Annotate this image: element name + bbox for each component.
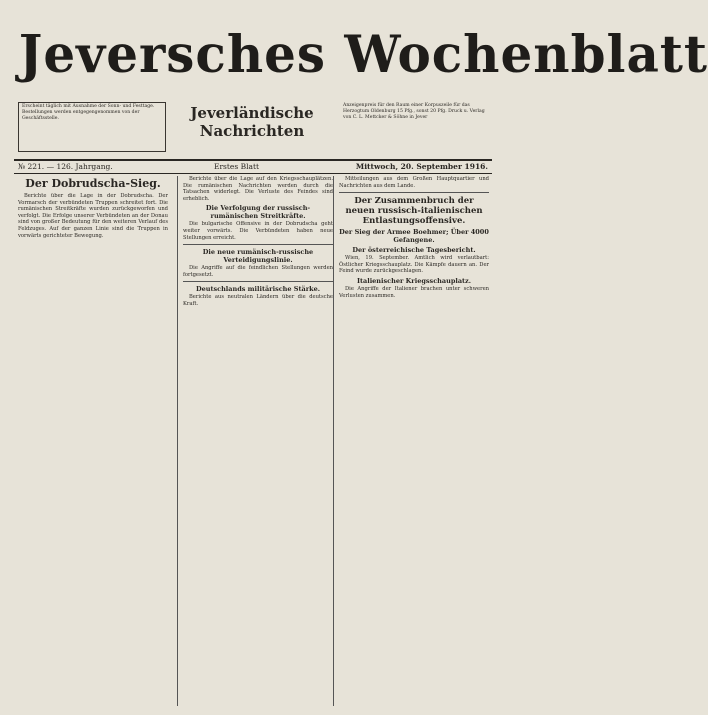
- subtitle: Jeverländische Nachrichten: [190, 104, 314, 140]
- article-headline: Der Dobrudscha-Sieg.: [25, 177, 161, 190]
- subscription-info-box: Erscheint täglich mit Ausnahme der Sonn- und Festtage. Bestellungen werden entgegengenommen von der Geschäftsstelle.: [18, 102, 166, 152]
- article-body: Berichte über die Lage in der Dobrudscha. Der Vormarsch der verbündeten Truppen schreitet fort. Die rumänischen Streitkräfte wurden zurückgeworfen und verfolgt. Die Erfolge unserer Verbündeten an der Donau sind von großer Bedeutung für den weiteren Verlauf des Feldzuges. Auf der ganzen Linie sind die Truppen in vorwärts gerichteter Bewegung.: [18, 193, 168, 239]
- article-body: Wien, 19. September. Amtlich wird verlautbart: Östlicher Kriegsschauplatz. Die Kämpfe dauern an. Der Feind wurde zurückgeschlagen.: [339, 255, 489, 275]
- subhead: [14, 102, 492, 152]
- section-heading: Die neue rumänisch-russische Verteidigungslinie.: [202, 248, 314, 265]
- main-war-headline: Der Zusammenbruch der neuen russisch-italienischen Entlastungsoffensive.: [345, 196, 483, 227]
- section-heading: Der Sieg der Armee Boehmer; Über 4000 Gefangene.: [339, 228, 489, 245]
- column-2: [177, 176, 333, 706]
- article-body: Berichte aus neutralen Ländern über die deutsche Kraft.: [183, 294, 333, 307]
- dateline: [14, 159, 492, 174]
- newspaper-page: [14, 18, 708, 708]
- article-body: Die Angriffe der Italiener brachen unter schweren Verlusten zusammen.: [339, 285, 489, 299]
- article-columns: [14, 176, 492, 706]
- article-body: Die Angriffe auf die feindlichen Stellungen werden fortgesetzt.: [183, 265, 333, 278]
- issue-number: № 221. — 126. Jahrgang.: [18, 162, 113, 171]
- advertising-info: Anzeigenpreis für den Raum einer Korpuszeile für das Herzogtum Oldenburg 15 Pfg., sonst 20 Pfg. Druck u. Verlag von C. L. Mettcker & Söhne in Jever: [343, 103, 485, 120]
- divider: [183, 244, 333, 245]
- section-heading: Deutschlands militärische Stärke.: [195, 285, 321, 294]
- masthead-title: Jeversches Wochenblatt: [18, 25, 708, 85]
- section-heading: Der österreichische Tagesbericht.: [352, 246, 476, 255]
- issue-date: Mittwoch, 20. September 1916.: [355, 162, 488, 171]
- section-heading: Italienischer Kriegsschauplatz.: [356, 276, 472, 285]
- article-body: Die bulgarische Offensive in der Dobrudscha geht weiter vorwärts. Die Verbündeten haben neue Stellungen erreicht.: [183, 221, 333, 241]
- column-1: [18, 176, 168, 706]
- divider: [183, 281, 333, 282]
- column-3: [333, 176, 489, 706]
- article-body: Mitteilungen aus dem Großen Hauptquartier und Nachrichten aus dem Lande.: [339, 176, 489, 189]
- divider: [339, 192, 489, 193]
- edition-label: Erstes Blatt: [214, 162, 260, 171]
- article-body: Berichte über die Lage auf den Kriegsschauplätzen. Die rumänischen Nachrichten werden durch die Tatsachen widerlegt. Die Verluste des Feindes sind erheblich.: [183, 176, 333, 202]
- section-heading: Die Verfolgung der russisch-rumänischen Streitkräfte.: [205, 204, 311, 221]
